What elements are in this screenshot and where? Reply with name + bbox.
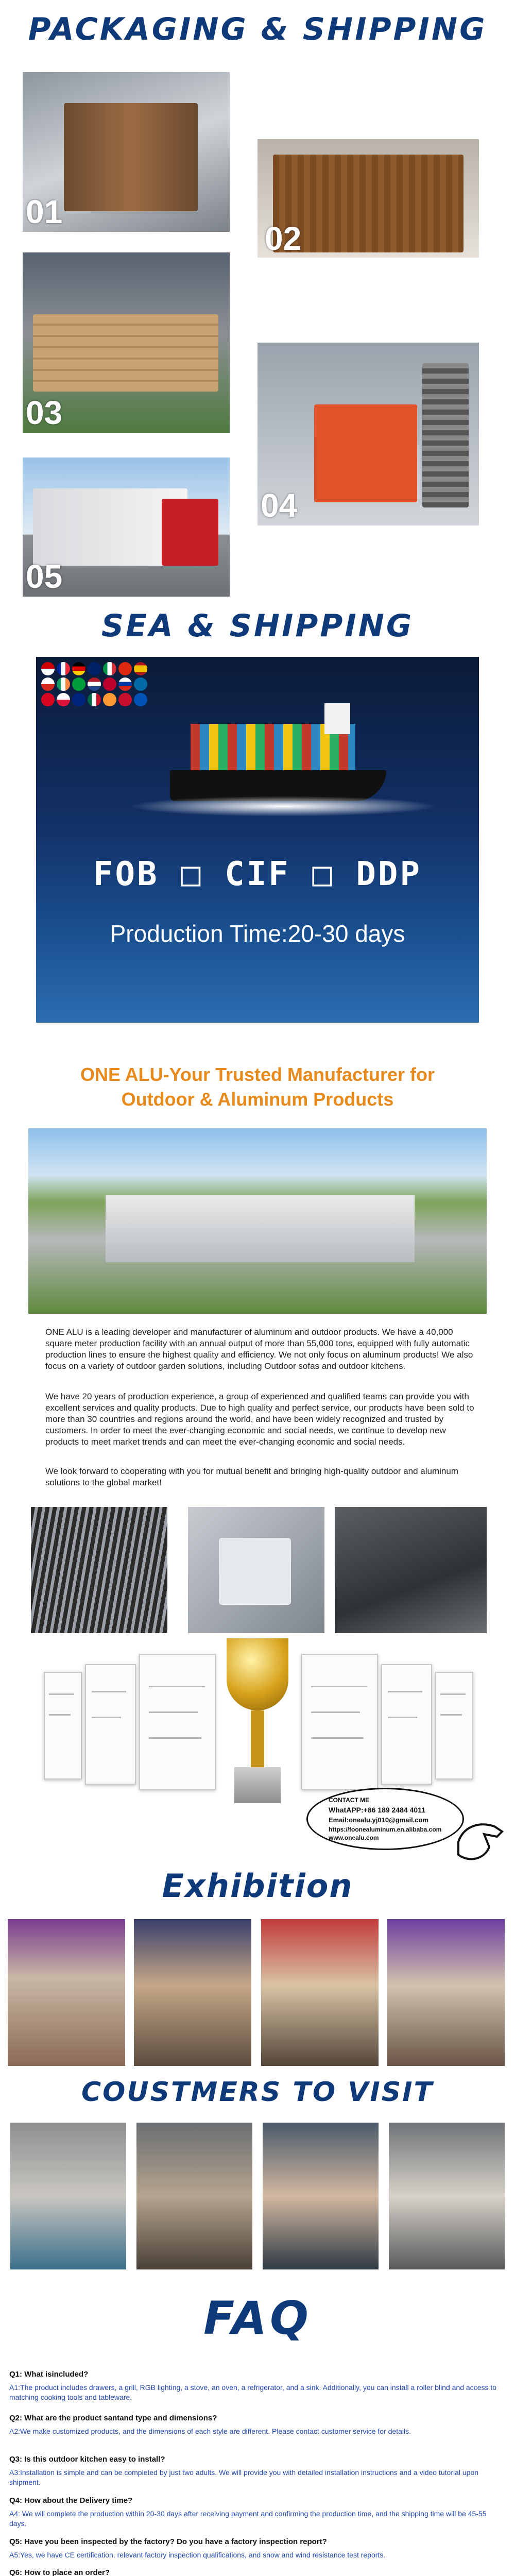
faq-answer-5: A5:Yes, we have CE certification, relevant factory inspection qualifications, and snow and wind resistance test reports. bbox=[9, 2551, 386, 2559]
photo-number: 01 bbox=[26, 193, 63, 230]
customers-title: COUSTMERS TO VISIT bbox=[81, 2077, 434, 2108]
flag-icon bbox=[134, 662, 147, 675]
flag-icon bbox=[72, 693, 85, 706]
factory-building bbox=[106, 1195, 415, 1262]
contact-header: CONTACT ME bbox=[329, 1797, 370, 1804]
photo-number: 03 bbox=[26, 394, 63, 431]
sea-shipping-title: SEA & SHIPPING bbox=[101, 608, 414, 644]
flag-icon bbox=[88, 677, 101, 691]
trophy-cup bbox=[227, 1638, 288, 1710]
flag-icon bbox=[88, 693, 101, 706]
exhibition-title: Exhibition bbox=[162, 1867, 353, 1905]
flag-icon bbox=[118, 693, 132, 706]
flag-icon bbox=[103, 677, 116, 691]
customer-photo-1 bbox=[10, 2123, 126, 2269]
packaging-photo-1 bbox=[23, 72, 230, 232]
ship-wake bbox=[129, 796, 438, 817]
about-title-line2: Outdoor & Aluminum Products bbox=[121, 1089, 394, 1110]
flag-icon bbox=[72, 677, 85, 691]
factory-aerial-photo bbox=[28, 1128, 487, 1314]
photo-number: 05 bbox=[26, 558, 63, 595]
customer-photo-2 bbox=[136, 2123, 252, 2269]
contact-email[interactable]: Email:onealu.yj010@gmail.com bbox=[329, 1816, 429, 1824]
customer-photo-3 bbox=[263, 2123, 379, 2269]
faq-question-2: Q2: What are the product santand type and dimensions? bbox=[9, 2414, 217, 2422]
trophy-base bbox=[234, 1767, 281, 1803]
exhibition-photo-1 bbox=[8, 1919, 125, 2066]
factory-photo-profiles bbox=[31, 1507, 167, 1633]
trophy-icon bbox=[219, 1638, 296, 1808]
truck-cab-image bbox=[162, 499, 218, 566]
packaging-title: PACKAGING & SHIPPING bbox=[28, 11, 487, 47]
customer-photo-4 bbox=[389, 2123, 505, 2269]
certificate-2 bbox=[85, 1664, 136, 1785]
faq-question-1: Q1: What isincluded? bbox=[9, 2370, 89, 2379]
about-paragraph-3: We look forward to cooperating with you for mutual benefit and bringing high-quality outdoor and aluminum solutions to the global market! bbox=[45, 1466, 458, 1487]
flag-icon bbox=[41, 662, 55, 675]
pointing-hand-icon bbox=[453, 1811, 505, 1868]
flags-cluster bbox=[41, 662, 154, 724]
machine-shape bbox=[219, 1538, 291, 1605]
certificate-3 bbox=[139, 1654, 216, 1790]
faq-question-6: Q6: How to place an order? bbox=[9, 2568, 110, 2576]
photo-number: 04 bbox=[261, 487, 298, 524]
contact-url-site[interactable]: www.onealu.com bbox=[329, 1834, 379, 1841]
certificate-5 bbox=[381, 1664, 432, 1785]
exhibition-photo-2 bbox=[134, 1919, 251, 2066]
trophy-stem bbox=[251, 1710, 264, 1767]
flag-icon bbox=[57, 662, 70, 675]
exhibition-photo-3 bbox=[261, 1919, 379, 2066]
certificate-6 bbox=[435, 1672, 473, 1780]
contact-url-alibaba[interactable]: https://foonealuminum.en.alibaba.com bbox=[329, 1826, 442, 1833]
packaging-photo-4 bbox=[258, 343, 479, 526]
exhibition-photo-4 bbox=[387, 1919, 505, 2066]
cargo-ship-image bbox=[170, 703, 386, 817]
contact-card-1 bbox=[306, 1788, 464, 1850]
flag-icon bbox=[103, 693, 116, 706]
certificate-4 bbox=[301, 1654, 378, 1790]
packaging-photo-3 bbox=[23, 252, 230, 433]
faq-answer-3: A3:Installation is simple and can be completed by just two adults. We will provide you with detailed installation instructions and a video tutorial upon shipment. bbox=[9, 2468, 479, 2486]
flag-icon bbox=[118, 677, 132, 691]
faq-title: FAQ bbox=[203, 2292, 312, 2345]
flag-icon bbox=[88, 662, 101, 675]
flag-icon bbox=[41, 677, 55, 691]
sea-shipping-banner bbox=[36, 657, 479, 1023]
flag-icon bbox=[134, 677, 147, 691]
faq-question-5: Q5: Have you been inspected by the factory? Do you have a factory inspection report? bbox=[9, 2537, 327, 2546]
flag-icon bbox=[118, 662, 132, 675]
faq-answer-1: A1:The product includes drawers, a grill, RGB lighting, a stove, an oven, a refrigerator, and a sink. Additionally, you can install a roller blind and access to matching cooking tools and tableware. bbox=[9, 2383, 497, 2401]
packaging-photo-2 bbox=[258, 139, 479, 258]
factory-photo-plates bbox=[335, 1507, 487, 1633]
faq-question-3: Q3: Is this outdoor kitchen easy to install? bbox=[9, 2455, 165, 2464]
packaging-photo-5 bbox=[23, 457, 230, 597]
flag-icon bbox=[134, 693, 147, 706]
contact-whatsapp[interactable]: WhatAPP:+86 189 2484 4011 bbox=[329, 1806, 425, 1814]
faq-answer-2: A2:We make customized products, and the dimensions of each style are different. Please contact customer service for details. bbox=[9, 2427, 411, 2435]
faq-answer-4: A4: We will complete the production within 20-30 days after receiving payment and confirming the production time, and the shipping time will be 45-55 days. bbox=[9, 2510, 487, 2528]
wooden-crates-image bbox=[33, 314, 218, 392]
certificate-1 bbox=[44, 1672, 82, 1780]
flag-icon bbox=[72, 662, 85, 675]
photo-number: 02 bbox=[265, 220, 302, 257]
factory-photo-machine bbox=[188, 1507, 324, 1633]
container-image bbox=[64, 103, 198, 211]
shipping-terms: FOB □ CIF □ DDP bbox=[93, 855, 422, 893]
about-paragraph-2: We have 20 years of production experience, a group of experienced and qualified teams can provide you with excellent services and quality products. Due to high quality and perfect service, our products have been sold to more than 30 countries and regions around the world, and have been widely recognized and trusted by customers. In order to meet the ever-changing economic and social needs, we continue to develop new products to meet market trends and can meet the ever-changing economic and social needs. bbox=[45, 1392, 474, 1447]
production-time: Production Time:20-30 days bbox=[110, 920, 405, 947]
panel-stack-image bbox=[422, 363, 469, 507]
forklift-image bbox=[314, 404, 417, 502]
about-title-line1: ONE ALU-Your Trusted Manufacturer for bbox=[80, 1064, 435, 1085]
flag-icon bbox=[57, 677, 70, 691]
ship-bridge bbox=[324, 703, 350, 734]
about-paragraph-1: ONE ALU is a leading developer and manufacturer of aluminum and outdoor products. We have a 40,000 square meter production facility with an annual output of more than 55,000 tons, equipped with fully automatic production lines to ensure the highest quality and efficiency. We not only focus on aluminum products! We also focus on a variety of outdoor garden solutions, including Outdoor sofas and outdoor kitchens. bbox=[45, 1327, 473, 1371]
faq-question-4: Q4: How about the Delivery time? bbox=[9, 2496, 133, 2505]
flag-icon bbox=[57, 693, 70, 706]
wooden-panel-image bbox=[273, 155, 464, 252]
flag-icon bbox=[103, 662, 116, 675]
flag-icon bbox=[41, 693, 55, 706]
